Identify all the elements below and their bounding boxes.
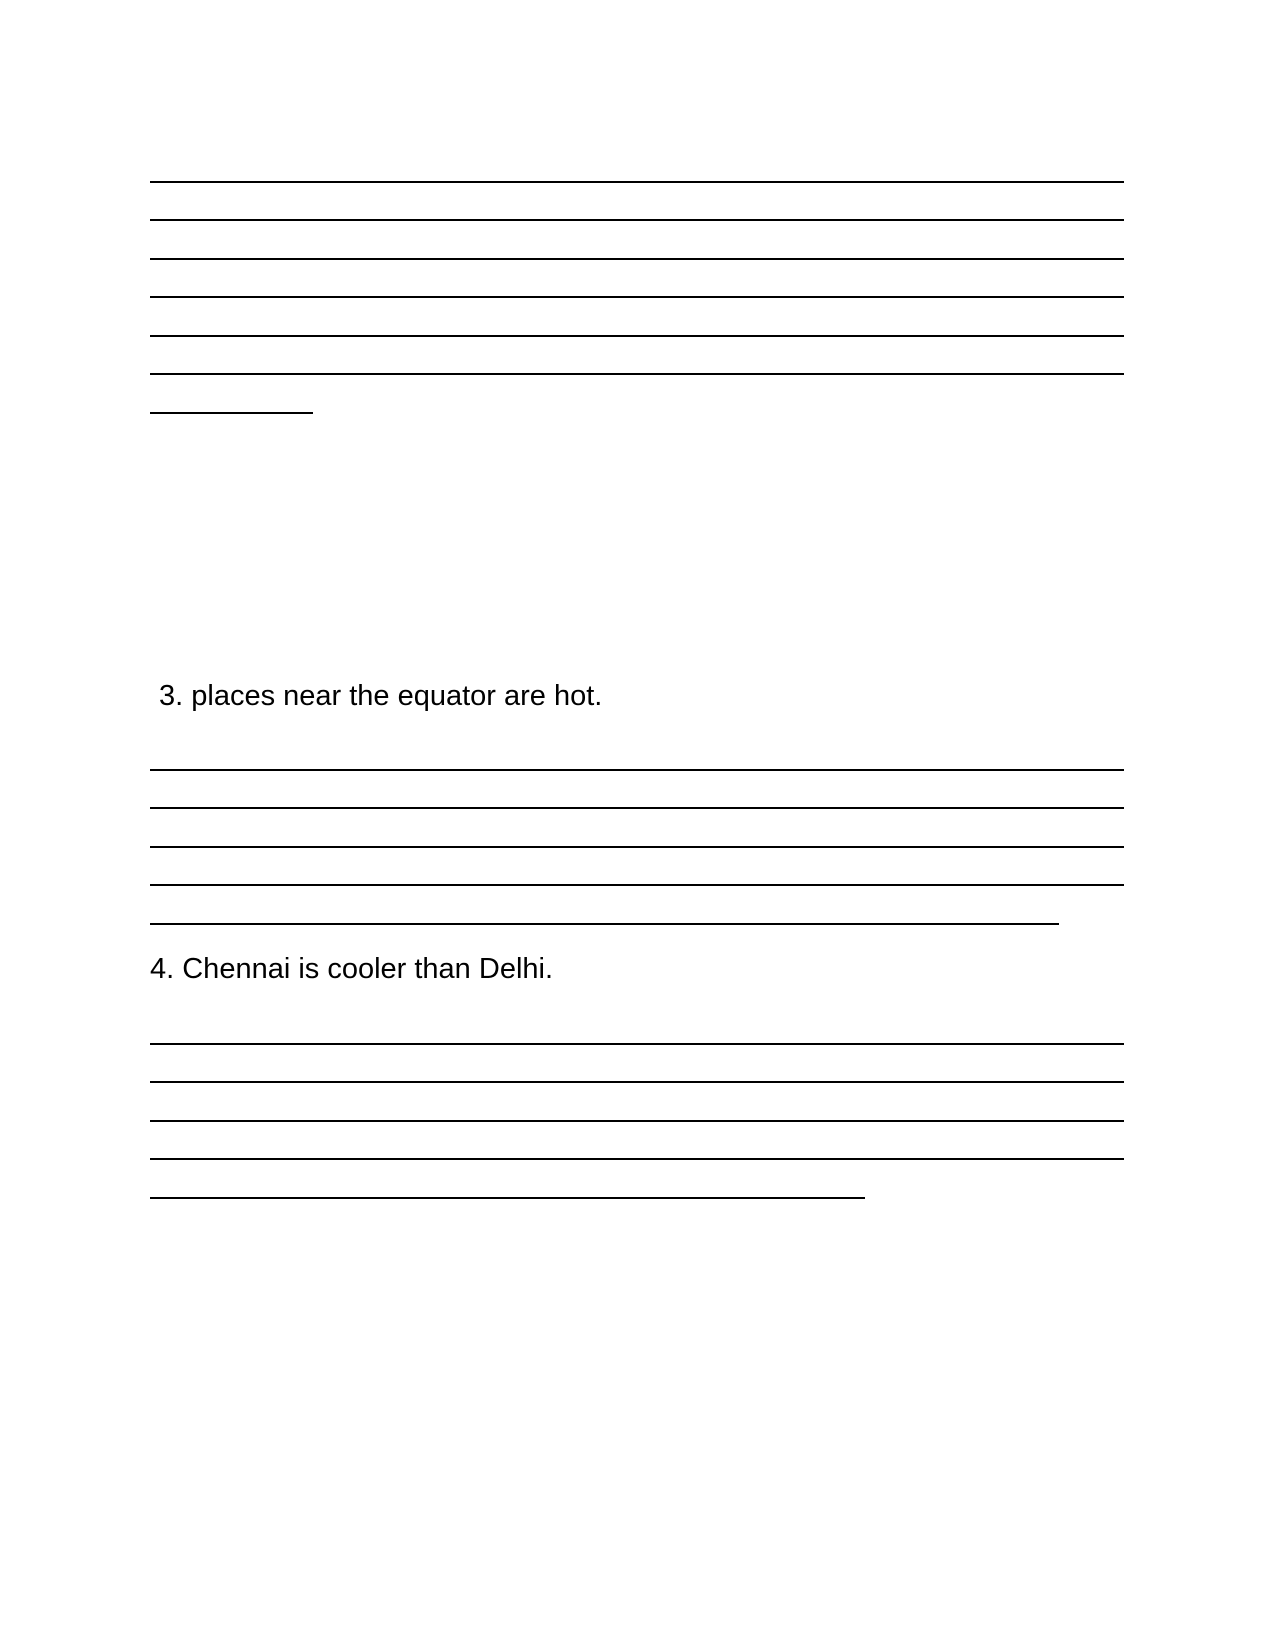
answer-line (150, 1120, 1124, 1122)
answer-line (150, 1043, 1124, 1045)
answer-line (150, 412, 313, 414)
answer-line (150, 1081, 1124, 1083)
question-4: 4. Chennai is cooler than Delhi. (150, 953, 554, 985)
answer-line (150, 807, 1124, 809)
answer-line (150, 373, 1124, 375)
answer-line (150, 884, 1124, 886)
answer-line (150, 769, 1124, 771)
answer-line (150, 296, 1124, 298)
answer-line (150, 258, 1124, 260)
answer-line (150, 1197, 865, 1199)
answer-line (150, 181, 1124, 183)
answer-line (150, 846, 1124, 848)
answer-line (150, 923, 1059, 925)
answer-line (150, 1158, 1124, 1160)
answer-line (150, 335, 1124, 337)
question-3: 3. places near the equator are hot. (159, 680, 603, 712)
answer-line (150, 219, 1124, 221)
